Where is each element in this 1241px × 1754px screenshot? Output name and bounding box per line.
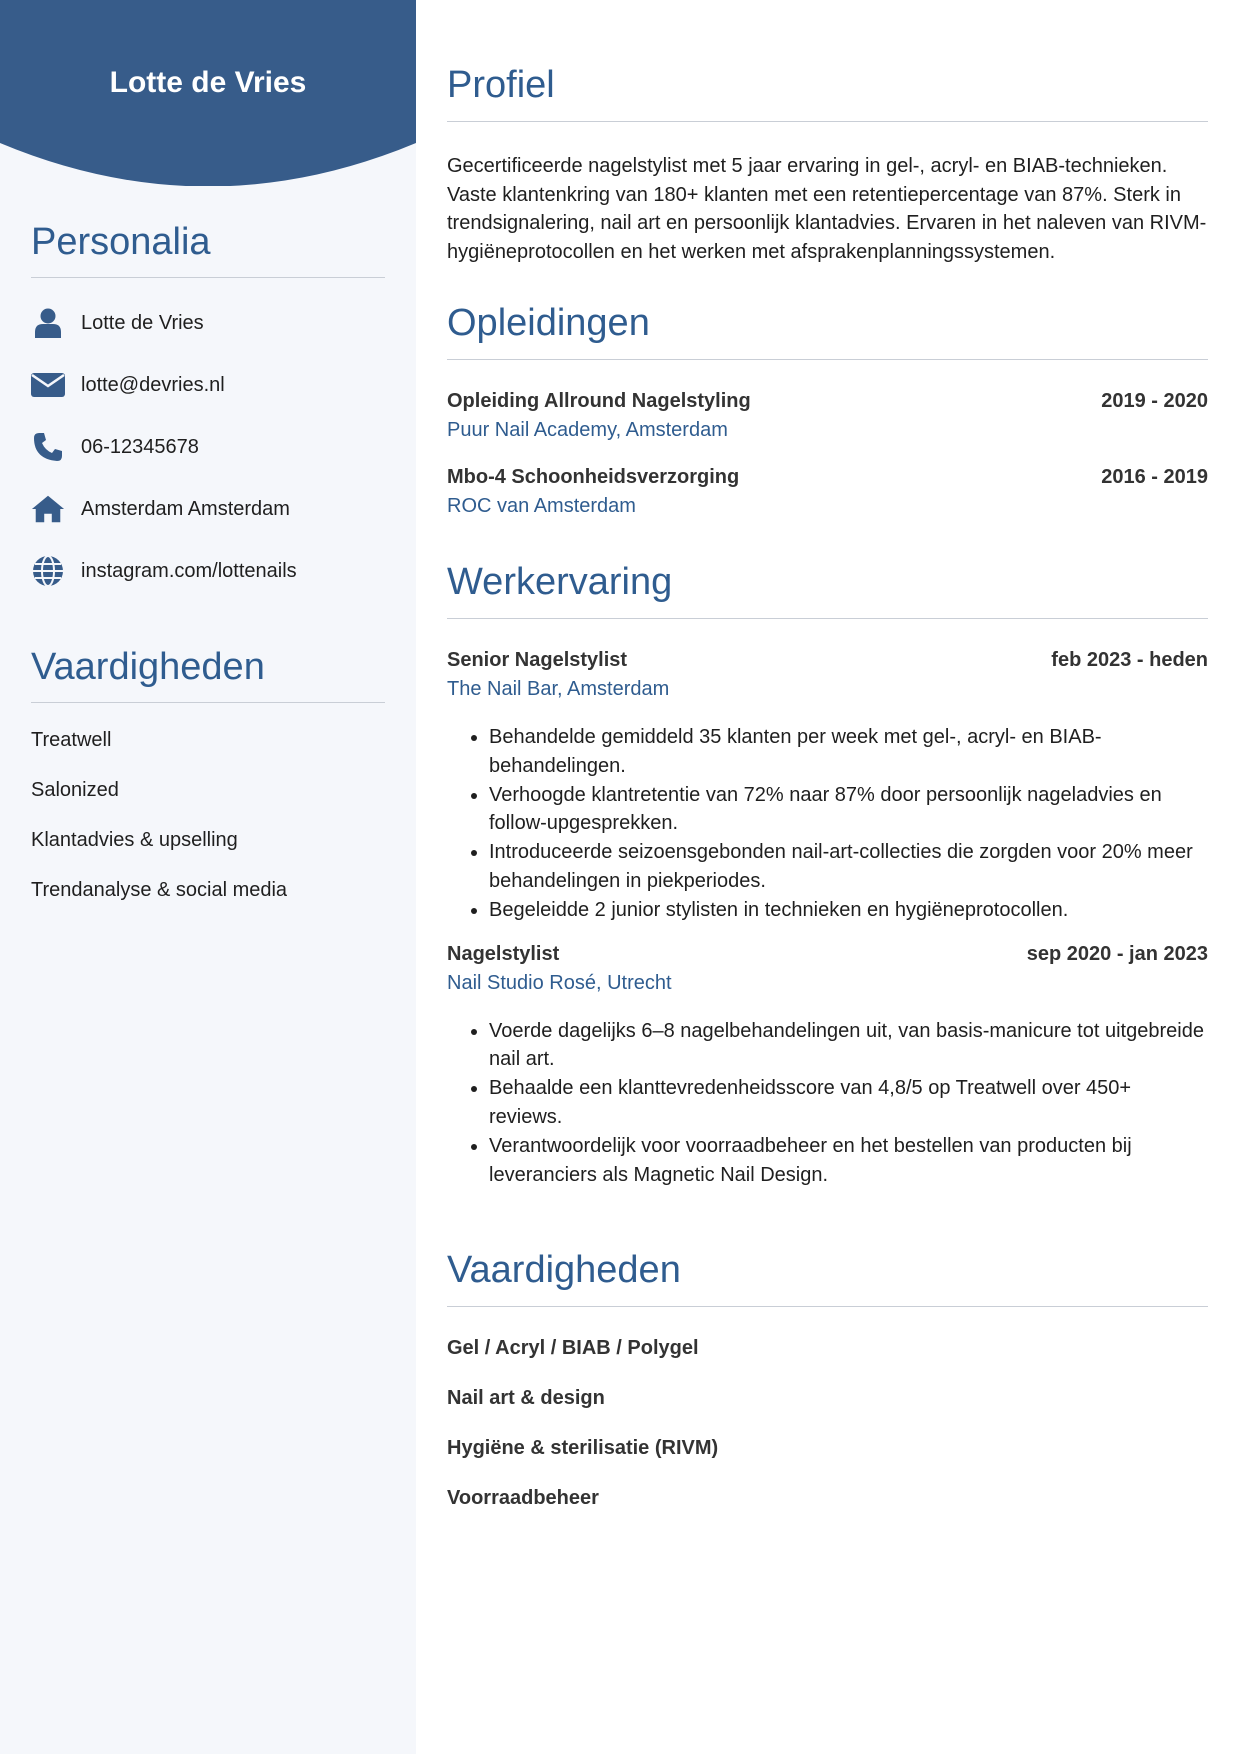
phone-icon bbox=[31, 432, 65, 462]
list-item: • Introduceerde seizoensgebonden nail-art-collecties die zorgden voor 20% meer behandelingen in piekperiodes. bbox=[489, 838, 1208, 896]
education-date: 2019 - 2020 bbox=[1101, 390, 1208, 412]
list-item: Trendanalyse & social media bbox=[31, 879, 288, 901]
personalia-title: Personalia bbox=[31, 221, 385, 278]
job-date: feb 2023 - heden bbox=[1051, 649, 1208, 671]
contact-address-text: Amsterdam Amsterdam bbox=[81, 497, 290, 520]
home-icon bbox=[31, 494, 65, 524]
list-item: • Begeleidde 2 junior stylisten in technieken en hygiëneprotocollen. bbox=[489, 896, 1208, 925]
list-item: Nail art & design bbox=[447, 1387, 605, 1409]
list-item: • Voerde dagelijks 6–8 nagelbehandelingen uit, van basis-manicure tot uitgebreide nail art. bbox=[489, 1017, 1208, 1075]
sidebar-skills-list bbox=[31, 715, 385, 915]
education-date: 2016 - 2019 bbox=[1101, 466, 1208, 488]
list-item: Voorraadbeheer bbox=[447, 1487, 599, 1509]
list-item: • Behandelde gemiddeld 35 klanten per week met gel-, acryl- en BIAB-behandelingen. bbox=[489, 723, 1208, 781]
list-item: Klantadvies & upselling bbox=[31, 829, 238, 851]
profile-section bbox=[447, 64, 1208, 266]
profile-text: Gecertificeerde nagelstylist met 5 jaar ervaring in gel-, acryl- en BIAB-technieken. Vaste klantenkring van 180+ klanten met een retentiepercentage van 87%. Sterk in trendsignalering, nail art en persoonlijk klantadvies. Ervaren in het naleven van RIVM-hygiëneprotocollen en het werken met afsprakenplanningssystemen. bbox=[447, 155, 1207, 263]
list-item: Gel / Acryl / BIAB / Polygel bbox=[447, 1337, 699, 1359]
list-item: • Verhoogde klantretentie van 72% naar 87% door persoonlijk nageladvies en follow-upgesprekken. bbox=[489, 781, 1208, 839]
list-item: Hygiëne & sterilisatie (RIVM) bbox=[447, 1437, 719, 1459]
job-date: sep 2020 - jan 2023 bbox=[1026, 942, 1208, 965]
sidebar-skills-section bbox=[31, 646, 385, 915]
education-institution: Puur Nail Academy, Amsterdam bbox=[447, 419, 728, 441]
education-entry bbox=[447, 390, 1208, 442]
contact-website-text: instagram.com/lottenails bbox=[81, 559, 297, 582]
contact-phone-text: 06-12345678 bbox=[81, 435, 199, 458]
education-title-text: Mbo-4 Schoonheidsverzorging bbox=[447, 466, 740, 488]
job-title: Nagelstylist bbox=[447, 942, 560, 965]
sidebar bbox=[0, 0, 416, 1754]
person-icon bbox=[31, 308, 65, 338]
job-employer: Nail Studio Rosé, Utrecht bbox=[447, 971, 672, 994]
contact-email[interactable] bbox=[31, 354, 385, 416]
sidebar-skills-title: Vaardigheden bbox=[31, 646, 385, 703]
job-employer: The Nail Bar, Amsterdam bbox=[447, 678, 670, 700]
experience-entry bbox=[447, 943, 1208, 1190]
job-bullets bbox=[447, 1017, 1208, 1190]
list-item: Treatwell bbox=[31, 729, 112, 751]
experience-entry bbox=[447, 649, 1208, 925]
education-institution: ROC van Amsterdam bbox=[447, 495, 636, 517]
job-bullets bbox=[447, 723, 1208, 925]
list-item: Salonized bbox=[31, 779, 119, 801]
personalia-section bbox=[31, 221, 385, 602]
globe-icon bbox=[31, 556, 65, 586]
experience-title: Werkervaring bbox=[447, 561, 1208, 619]
envelope-icon bbox=[31, 370, 65, 400]
candidate-name: Lotte de Vries bbox=[109, 66, 307, 99]
skills-title: Vaardigheden bbox=[447, 1249, 1208, 1307]
contact-address bbox=[31, 478, 385, 540]
skills-list bbox=[447, 1323, 1208, 1523]
contact-website[interactable] bbox=[31, 540, 385, 602]
profile-title: Profiel bbox=[447, 64, 1208, 122]
contact-phone[interactable] bbox=[31, 416, 385, 478]
skills-section bbox=[447, 1249, 1208, 1523]
contact-email-text: lotte@devries.nl bbox=[81, 373, 225, 396]
header-banner bbox=[0, 0, 416, 186]
job-title: Senior Nagelstylist bbox=[447, 649, 628, 671]
education-entry bbox=[447, 466, 1208, 518]
contact-name-text: Lotte de Vries bbox=[81, 311, 204, 334]
contact-name bbox=[31, 292, 385, 354]
education-title: Opleidingen bbox=[447, 302, 1208, 360]
experience-section bbox=[447, 561, 1208, 1189]
education-section bbox=[447, 302, 1208, 518]
list-item: • Behaalde een klanttevredenheidsscore van 4,8/5 op Treatwell over 450+ reviews. bbox=[489, 1074, 1208, 1132]
contact-list bbox=[31, 292, 385, 602]
education-title-text: Opleiding Allround Nagelstyling bbox=[447, 390, 751, 412]
list-item: • Verantwoordelijk voor voorraadbeheer en het bestellen van producten bij leveranciers als Magnetic Nail Design. bbox=[489, 1132, 1208, 1190]
